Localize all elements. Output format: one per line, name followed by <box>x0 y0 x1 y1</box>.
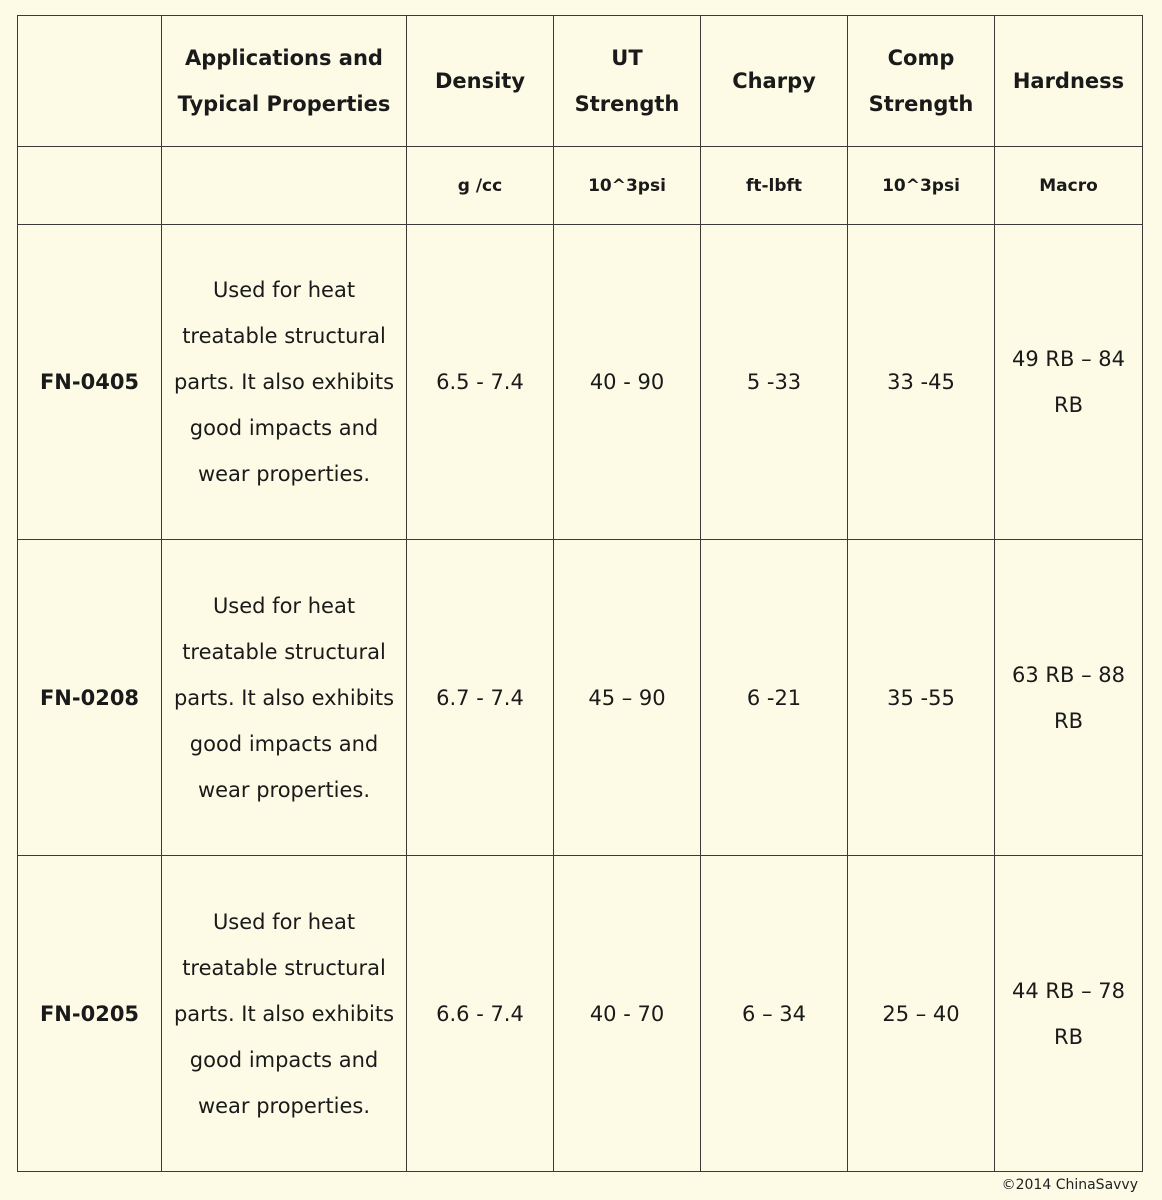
copyright-notice: ©2014 ChinaSavvy <box>1001 1177 1138 1193</box>
units-row <box>18 147 1143 225</box>
header-row <box>18 16 1143 147</box>
density-value: 6.7 - 7.4 <box>407 540 554 856</box>
material-name: FN-0208 <box>18 540 162 856</box>
unit-empty-1 <box>18 147 162 225</box>
charpy-value: 5 -33 <box>701 225 848 540</box>
unit-empty-2 <box>162 147 407 225</box>
table-row <box>18 856 1143 1172</box>
header-applications: Applications and Typical Properties <box>162 16 407 147</box>
unit-comp-strength: 10^3psi <box>848 147 995 225</box>
comp-strength-value: 25 – 40 <box>848 856 995 1172</box>
ut-strength-value: 40 - 90 <box>554 225 701 540</box>
header-comp-strength: Comp Strength <box>848 16 995 147</box>
density-value: 6.5 - 7.4 <box>407 225 554 540</box>
header-charpy: Charpy <box>701 16 848 147</box>
unit-ut-strength: 10^3psi <box>554 147 701 225</box>
header-hardness: Hardness <box>995 16 1143 147</box>
table-row <box>18 225 1143 540</box>
header-empty <box>18 16 162 147</box>
charpy-value: 6 -21 <box>701 540 848 856</box>
ut-strength-value: 45 – 90 <box>554 540 701 856</box>
ut-strength-value: 40 - 70 <box>554 856 701 1172</box>
properties-table <box>17 15 1143 1172</box>
unit-charpy: ft-lbft <box>701 147 848 225</box>
comp-strength-value: 35 -55 <box>848 540 995 856</box>
table-row <box>18 540 1143 856</box>
material-name: FN-0405 <box>18 225 162 540</box>
hardness-value: 49 RB – 84 RB <box>995 225 1143 540</box>
unit-density: g /cc <box>407 147 554 225</box>
material-description: Used for heat treatable structural parts. It also exhibits good impacts and wear properties. <box>162 225 407 540</box>
header-density: Density <box>407 16 554 147</box>
material-description: Used for heat treatable structural parts. It also exhibits good impacts and wear properties. <box>162 856 407 1172</box>
comp-strength-value: 33 -45 <box>848 225 995 540</box>
header-ut-strength: UT Strength <box>554 16 701 147</box>
material-name: FN-0205 <box>18 856 162 1172</box>
hardness-value: 63 RB – 88 RB <box>995 540 1143 856</box>
hardness-value: 44 RB – 78 RB <box>995 856 1143 1172</box>
unit-hardness: Macro <box>995 147 1143 225</box>
density-value: 6.6 - 7.4 <box>407 856 554 1172</box>
charpy-value: 6 – 34 <box>701 856 848 1172</box>
material-description: Used for heat treatable structural parts. It also exhibits good impacts and wear properties. <box>162 540 407 856</box>
